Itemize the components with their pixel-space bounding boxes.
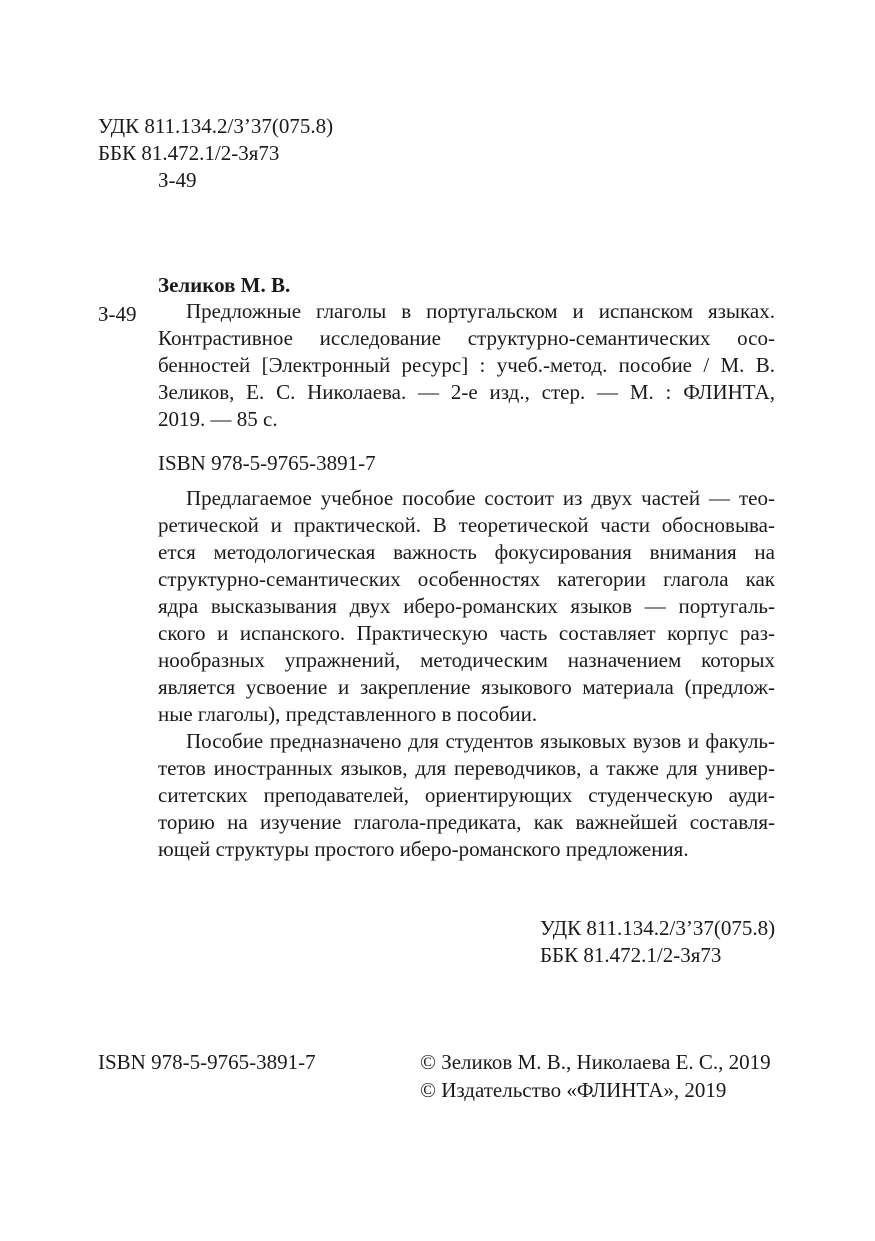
annotation-line: ющей структуры простого иберо-романского предложения. (158, 837, 689, 861)
annotation-line: ядра высказывания двух иберо-романских языков — португаль- (158, 594, 775, 618)
author-code-top: З-49 (158, 168, 197, 192)
isbn-entry: ISBN 978-5-9765-3891-7 (158, 451, 376, 475)
annotation-line: тетов иностранных языков, для переводчиков, а также для универ- (158, 756, 775, 780)
copyright-authors: © Зеликов М. В., Николаева Е. С., 2019 (420, 1050, 771, 1074)
annotation-line: структурно-семантических особенностях категории глагола как (158, 567, 775, 591)
bbk-code-bottom: ББК 81.472.1/2-3я73 (540, 943, 722, 967)
author-heading: Зеликов М. В. (158, 273, 291, 297)
annotation-line: Пособие предназначено для студентов языковых вузов и факуль- (186, 729, 775, 753)
annotation-line: ского и испанского. Практическую часть составляет корпус раз- (158, 621, 775, 645)
biblio-line: Зеликов, Е. С. Николаева. — 2-е изд., стер. — М. : ФЛИНТА, (158, 380, 775, 404)
udk-code-top: УДК 811.134.2/3’37(075.8) (98, 114, 334, 138)
biblio-line: 2019. — 85 с. (158, 407, 278, 431)
annotation-line: ется методологическая важность фокусирования внимания на (158, 540, 775, 564)
annotation-line: ретической и практической. В теоретической части обосновыва- (158, 513, 775, 537)
annotation-line: является усвоение и закрепление языкового материала (предлож- (158, 675, 775, 699)
annotation-line: торию на изучение глагола-предиката, как важнейшей составля- (158, 810, 775, 834)
annotation-line: Предлагаемое учебное пособие состоит из двух частей — тео- (186, 486, 775, 510)
biblio-line: Предложные глаголы в португальском и испанском языках. (186, 299, 775, 323)
biblio-line: бенностей [Электронный ресурс] : учеб.-метод. пособие / М. В. (158, 353, 775, 377)
copyright-publisher: © Издательство «ФЛИНТА», 2019 (420, 1078, 727, 1102)
annotation-line: нообразных упражнений, методическим назначением которых (158, 648, 775, 672)
bibliographic-description (158, 298, 775, 433)
isbn-footer: ISBN 978-5-9765-3891-7 (98, 1050, 316, 1074)
udk-code-bottom: УДК 811.134.2/3’37(075.8) (540, 916, 776, 940)
bbk-code-top: ББК 81.472.1/2-3я73 (98, 141, 280, 165)
biblio-line: Контрастивное исследование структурно-семантических осо- (158, 326, 775, 350)
annotation-line: ситетских преподавателей, ориентирующих студенческую ауди- (158, 783, 775, 807)
annotation-line: ные глаголы), представленного в пособии. (158, 702, 538, 726)
author-code-left: З-49 (98, 302, 137, 326)
annotation (158, 485, 775, 863)
